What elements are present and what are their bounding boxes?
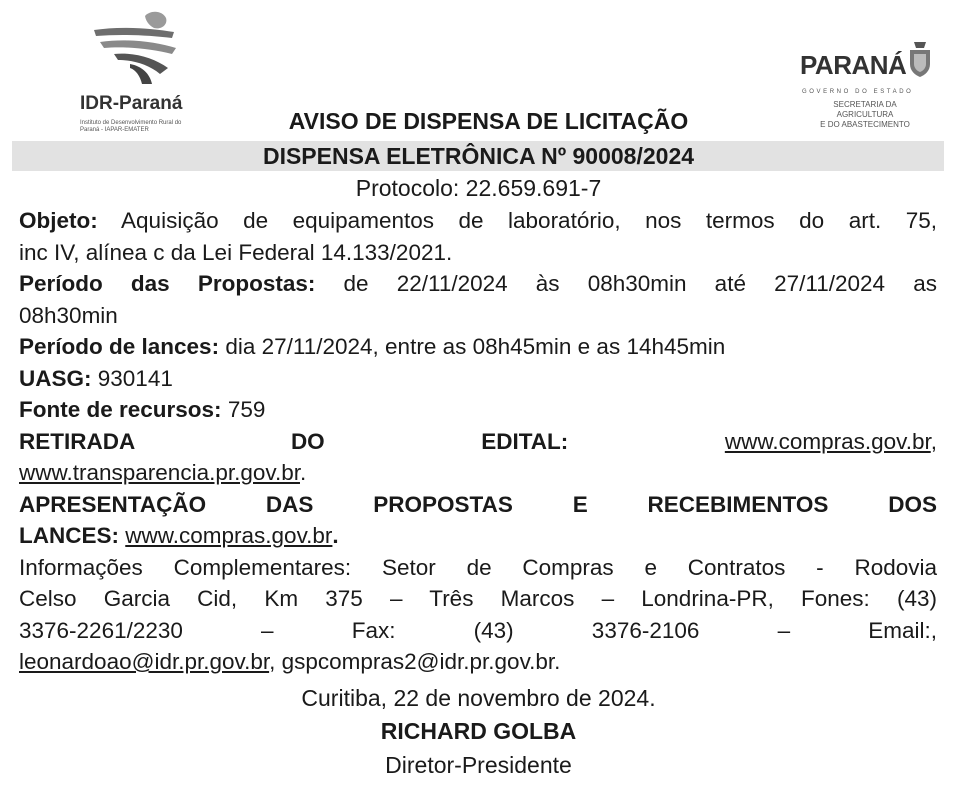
retirada-line-2: www.transparencia.pr.gov.br. — [19, 460, 307, 485]
periodo-text-2: 08h30min — [19, 302, 118, 328]
periodo-text-1: de 22/11/2024 às 08h30min até 27/11/2024 as — [343, 271, 937, 296]
idr-logo-name: IDR-Paraná — [80, 93, 183, 114]
secretaria-line-1: SECRETARIA DA AGRICULTURA — [833, 100, 897, 119]
uasg-label: UASG: — [19, 365, 92, 391]
retirada-label: RETIRADA DO EDITAL: — [19, 428, 569, 454]
lances-line — [19, 331, 937, 363]
objeto-label: Objeto: — [19, 208, 98, 233]
parana-logo-gov: GOVERNO DO ESTADO — [802, 89, 914, 95]
secretaria-line-2: E DO ABASTECIMENTO — [820, 120, 910, 129]
objeto-line-2 — [19, 237, 937, 269]
uasg-line — [19, 363, 937, 395]
info-line-3 — [19, 615, 937, 647]
info-line-2 — [19, 583, 937, 615]
lances-value: dia 27/11/2024, entre as 08h45min e as 14h45min — [225, 334, 726, 359]
idr-emblem-icon — [90, 8, 200, 88]
uasg-value: 930141 — [97, 365, 173, 391]
fonte-line — [19, 394, 937, 426]
info-line-1 — [19, 552, 937, 584]
email-link-leonardo[interactable]: leonardoao@idr.pr.gov.br — [19, 649, 270, 674]
lances-label: Período de lances: — [19, 334, 220, 359]
info-text-3: 3376-2261/2230 – Fax: (43) 3376-2106 – Email:, — [19, 617, 937, 643]
page-title: AVISO DE DISPENSA DE LICITAÇÃO — [288, 108, 689, 134]
objeto-text-2: inc IV, alínea c da Lei Federal 14.133/2021. — [19, 239, 453, 265]
objeto-text-1: Aquisição de equipamentos de laboratório, nos termos do art. 75, — [121, 208, 937, 233]
parana-coat-of-arms-icon — [908, 40, 932, 78]
page-subtitle: DISPENSA ELETRÔNICA Nº 90008/2024 — [262, 143, 695, 169]
apresentacao-line-2: LANCES: www.compras.gov.br. — [19, 523, 339, 548]
info-text-1: Informações Complementares: Setor de Compras e Contratos - Rodovia — [19, 554, 937, 580]
protocol-number: Protocolo: 22.659.691-7 — [355, 175, 602, 201]
parana-logo-name: PARANÁ — [800, 50, 907, 80]
email-line: leonardoao@idr.pr.gov.br, gspcompras2@idr.pr.gov.br. — [19, 649, 561, 674]
retirada-link-compras[interactable]: www.compras.gov.br — [724, 428, 931, 454]
apresentacao-line-1 — [19, 489, 937, 521]
apresentacao-text-1: APRESENTAÇÃO DAS PROPOSTAS E RECEBIMENTOS DOS — [19, 491, 937, 517]
fonte-label: Fonte de recursos: — [19, 397, 222, 422]
periodo-line-2 — [19, 300, 937, 332]
notice-body — [19, 205, 937, 678]
apresentacao-label: LANCES: — [19, 523, 119, 548]
info-text-2: Celso Garcia Cid, Km 375 – Três Marcos – Londrina-PR, Fones: (43) — [19, 586, 937, 611]
objeto-line-1 — [19, 205, 937, 237]
fonte-value: 759 — [227, 397, 266, 422]
idr-logo-subtitle: Instituto de Desenvolvimento Rural do Paraná - IAPAR-EMATER — [80, 120, 182, 133]
periodo-line-1 — [19, 268, 937, 300]
email-gspcompras: gspcompras2@idr.pr.gov.br. — [281, 649, 561, 674]
apresentacao-link-compras[interactable]: www.compras.gov.br — [125, 523, 333, 548]
periodo-label: Período das Propostas: — [19, 271, 316, 296]
retirada-line-1: RETIRADA DO EDITAL: www.compras.gov.br, — [19, 428, 937, 454]
signer-role: Diretor-Presidente — [385, 752, 572, 778]
retirada-link-transparencia[interactable]: www.transparencia.pr.gov.br — [19, 460, 300, 485]
place-date: Curitiba, 22 de novembro de 2024. — [301, 685, 656, 711]
signer-name: RICHARD GOLBA — [380, 718, 577, 744]
